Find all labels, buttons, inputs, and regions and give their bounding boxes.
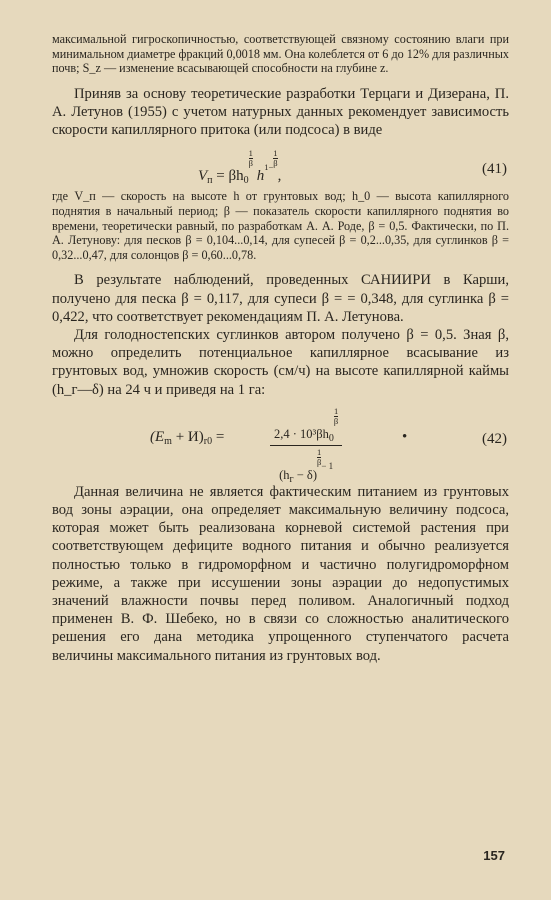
formula-42	[52, 405, 509, 485]
equation-number-42: (42)	[482, 430, 507, 447]
page-number: 157	[483, 848, 505, 863]
paragraph-conclusion: Данная величина не является фактическим питанием из грунтовых вод зоны аэрации, она определяет максимальную величину подсоса, которая может быть реализована корневой системой растения при соответствующем дефиците водного питания и обычно реализуется полностью только в гидроморфном и частично полугидроморфном режиме, а также при иссушении зоны аэрации до недопустимых значений влажности почвы перед поливом. Аналогичный подход применен В. Ф. Шебеко, но в связи со сложностью аналитического решения его дана методика упрощенного ступенчатого расчета величины максимального питания из грунтовых вод.	[52, 483, 509, 664]
paragraph-saniiri: В результате наблюдений, проведенных САНИИРИ в Карши, получено для песка β = 0,117, для супеси β = = 0,348, для суглинка β = 0,422, что соответствует рекомендациям П. А. Летунова.	[52, 272, 509, 325]
formula-41-exponent-1: $\frac{1}{\beta}$	[248, 148, 253, 169]
continued-paragraph: максимальной гигроскопичностью, соответствующей связному состоянию влаги при минимальном диаметре фракций 0,0018 мм. Она колеблется от 6 до 12% для различных почв; S_z — изменение всасывающей способности на глубине z.	[52, 32, 509, 76]
formula-41-expression: $V_п = \beta h_0$ $\frac{1}{\beta}$ h1− $\frac{1}{\beta}$ ,	[198, 148, 282, 187]
where-explanation: где V_п — скорость на высоте h от грунтовых вод; h_0 — высота капиллярного поднятия в начальный период; β — показатель скорости капиллярного поднятия во времени, теоретически равный, по разработкам А. А. Роде, β = 0,5. Фактически, по П. А. Летунову: для песков β = 0,104...0,14, для супесей β = 0,2...0,35, для суглинков β = 0,32...0,47, для солонцов β = 0,60...0,78.	[52, 189, 509, 262]
formula-42-fraction	[270, 407, 342, 485]
paragraph-letunov-intro: Приняв за основу теоретические разработки Терцаги и Дизерана, П. А. Летунов (1955) с учетом натурных данных рекомендует зависимость скорости капиллярного притока (или подсоса) в виде	[52, 85, 509, 139]
formula-42-numerator: $2,4 \cdot 10^3\beta h_0$ $\frac{1}{\beta}$	[270, 407, 342, 446]
formula-42-denominator: $(h_г - \delta)$ $\frac{1}{\beta}$ $^{- 1}$	[279, 446, 334, 485]
formula-42-lhs: $(E_m + И)_{r0}$ =	[150, 428, 225, 447]
formula-42-dot: •	[402, 428, 408, 445]
paragraph-golodnaya-steppe: Для голодностепских суглинков автором получено β = 0,5. Зная β, можно определить потенциальное капиллярное всасывание из грунтовых вод, умножив скорость (см/ч) на высоте капиллярной каймы (h_г—δ) на 24 ч и приведя на 1 га:	[52, 326, 509, 398]
formula-41-exponent-2: 1− $\frac{1}{\beta}$	[264, 148, 278, 173]
equation-number-41: (41)	[482, 161, 507, 178]
formula-41	[52, 143, 509, 185]
